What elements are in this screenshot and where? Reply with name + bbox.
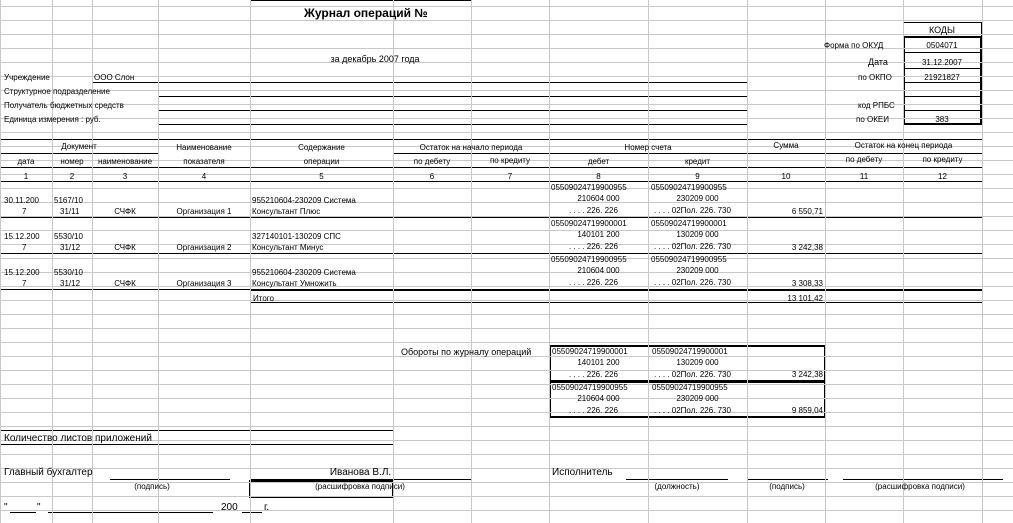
executor-position-caption: (должность) <box>654 482 700 491</box>
total-value: 13 101,42 <box>787 294 823 303</box>
grid-row-line <box>0 328 1013 329</box>
grid-col-line <box>0 0 1 523</box>
hdr-mid2 <box>393 153 982 154</box>
exec-sign-line <box>748 479 828 480</box>
row-content-2: Консультант Умножить <box>252 279 337 288</box>
okei-value: 383 <box>935 115 949 124</box>
okpo-value: 21921827 <box>924 73 960 82</box>
turnover-debit-2: 140101 200 <box>577 358 620 367</box>
col-credit: кредит <box>684 157 711 166</box>
title-line <box>250 0 471 1</box>
period-label: за декабрь 2007 года <box>330 54 420 64</box>
row-debit-1: 05509024719900001 <box>551 219 627 228</box>
turnover-debit-1: 05509024719900955 <box>552 383 628 392</box>
row-number: 5530/10 <box>54 232 83 241</box>
okei-label: по ОКЕИ <box>856 115 889 124</box>
row-debit-3: . . . . 226. 226 <box>569 242 618 251</box>
chief-decoding-caption: (расшифровка подписи) <box>315 482 405 491</box>
col-number-7: 7 <box>507 172 513 181</box>
col-close-balance: Остаток на конец периода <box>854 141 953 150</box>
date-label: Дата <box>868 57 888 67</box>
grid-row-line <box>0 468 1013 469</box>
row-credit-3: . . . . 02Пол. 226. 730 <box>654 278 731 287</box>
recipient-label: Получатель бюджетных средств <box>4 101 124 110</box>
grid-col-line <box>747 0 748 523</box>
turnover-credit-3: . . . . 02Пол. 226. 730 <box>654 406 731 415</box>
col-close-credit: по кредиту <box>922 155 963 164</box>
grid-row-line <box>0 342 1013 343</box>
col-number-6: 6 <box>429 172 435 181</box>
row-credit-2: 130209 000 <box>676 230 719 239</box>
grid-col-line <box>648 0 649 523</box>
row-content-2: Консультант Плюс <box>252 207 321 216</box>
institution-label: Учреждение <box>4 73 50 82</box>
grid-row-line <box>0 300 1013 301</box>
row-debit-2: 140101 200 <box>577 230 620 239</box>
total-label: Итого <box>253 294 274 303</box>
row-number-2: 31/12 <box>60 243 81 252</box>
rpbs-label: код РПБС <box>858 101 895 110</box>
col-open-credit: по кредиту <box>489 156 531 165</box>
total-top <box>250 290 982 291</box>
grid-col-line <box>393 0 394 523</box>
grid-row-line <box>0 132 1013 133</box>
underline-unit <box>158 124 747 125</box>
grid-row-line <box>0 62 1013 63</box>
row-name: СЧФК <box>114 279 136 288</box>
row-credit-1: 05509024719900955 <box>651 255 727 264</box>
row-date-2: 7 <box>22 279 27 288</box>
col-number-2: 2 <box>69 172 75 181</box>
turnover-debit-3: . . . . 226. 226 <box>569 406 618 415</box>
unit-label: Единица измерения : руб. <box>4 115 101 124</box>
grid-row-line <box>0 496 1013 497</box>
date-year-line <box>242 512 262 513</box>
exec-name-line <box>843 479 1003 480</box>
grid-col-line <box>549 0 550 523</box>
grid-row-line <box>0 230 1013 231</box>
grid-row-line <box>0 272 1013 273</box>
row-date: 30.11.200 <box>4 196 39 205</box>
col-sum: Сумма <box>773 141 799 150</box>
col-content-2: операции <box>303 157 340 166</box>
hdr-num-bot <box>0 181 982 182</box>
date-year-prefix: 200 <box>221 502 238 513</box>
col-number-4: 4 <box>201 172 207 181</box>
journal-title: Журнал операций № <box>304 6 428 20</box>
col-name: наименование <box>97 157 153 166</box>
col-indicator: Наименование <box>176 143 232 152</box>
exec-pos-line <box>626 479 728 480</box>
row-number: 5530/10 <box>54 268 83 277</box>
executor-label: Исполнитель <box>552 467 613 478</box>
row3-bot <box>0 289 982 290</box>
col-account-no: Номер счета <box>624 143 672 152</box>
grid-row-line <box>0 6 1013 7</box>
row-number-2: 31/11 <box>60 207 80 216</box>
col-number-12: 12 <box>938 172 947 181</box>
row-content: 327140101-130209 СПС <box>252 232 341 241</box>
date-value: 31.12.2007 <box>921 58 963 67</box>
row-credit-1: 05509024719900955 <box>651 183 727 192</box>
grid-col-line <box>825 0 826 523</box>
turnover-debit-3: . . . . 226. 226 <box>569 370 618 379</box>
row-content: 955210604-230209 Система <box>252 268 356 277</box>
turnover-label: Обороты по журналу операций <box>401 347 532 357</box>
grid-col-line <box>982 0 983 523</box>
row-number-2: 31/12 <box>60 279 81 288</box>
grid-row-line <box>0 258 1013 259</box>
grid-row-line <box>0 202 1013 203</box>
row-debit-1: 05509024719900955 <box>551 255 627 264</box>
grid-row-line <box>0 20 1013 21</box>
grid-row-line <box>0 34 1013 35</box>
col-document: Документ <box>61 142 97 151</box>
underline-division <box>158 96 747 97</box>
row-credit-1: 05509024719900001 <box>651 219 727 228</box>
row-debit-2: 210604 000 <box>577 194 620 203</box>
date-month-line <box>48 512 213 513</box>
row-debit-3: . . . . 226. 226 <box>569 206 618 215</box>
grid-row-line <box>0 314 1013 315</box>
col-open-balance: Остаток на начало периода <box>419 143 523 152</box>
row-content: 955210604-230209 Система <box>252 196 356 205</box>
col-number-9: 9 <box>695 172 700 181</box>
hdr-top <box>0 139 982 140</box>
chief-accountant-label: Главный бухгалтер <box>4 467 93 478</box>
codes-title: КОДЫ <box>928 25 955 35</box>
date-year-suffix: г. <box>264 502 270 513</box>
row-credit-2: 230209 000 <box>676 266 719 275</box>
institution-value: ООО Слон <box>94 73 135 82</box>
grid-row-line <box>0 188 1013 189</box>
col-date: дата <box>17 157 35 166</box>
col-number-10: 10 <box>781 172 791 181</box>
okud-value: 0504071 <box>926 41 958 50</box>
row-date: 15.12.200 <box>4 268 40 277</box>
underline-recipient <box>158 110 747 111</box>
turnover-debit-1: 05509024719900001 <box>552 347 628 356</box>
grid-row-line <box>0 216 1013 217</box>
col-number: номер <box>60 157 84 166</box>
turnover-credit-1: 05509024719900001 <box>652 347 728 356</box>
grid-row-line <box>0 398 1013 399</box>
col-number-1: 1 <box>23 172 29 181</box>
grid-row-line <box>0 412 1013 413</box>
turnover-sum: 9 859,04 <box>791 406 823 415</box>
division-label: Структурное подразделение <box>4 87 110 96</box>
grid-row-line <box>0 90 1013 91</box>
row-sum: 3 308,33 <box>791 279 823 288</box>
turnover-credit-2: 230209 000 <box>676 394 719 403</box>
row-credit-2: 230209 000 <box>676 194 719 203</box>
col-number-5: 5 <box>319 172 324 181</box>
executor-decoding-caption: (расшифровка подписи) <box>875 482 965 491</box>
date-quote-close: " <box>37 502 41 513</box>
row-debit-1: 05509024719900955 <box>551 183 627 192</box>
hdr-mid <box>0 153 158 154</box>
col-open-debit: по дебету <box>413 157 451 166</box>
grid-row-line <box>0 510 1013 511</box>
col-number-3: 3 <box>122 172 128 181</box>
grid-row-line <box>0 454 1013 455</box>
chief-name-line <box>250 479 471 480</box>
hdr-bot <box>0 167 982 168</box>
grid-row-line <box>0 440 1013 441</box>
col-number-11: 11 <box>859 172 869 181</box>
turnover-credit-2: 130209 000 <box>676 358 719 367</box>
chief-sign-line <box>110 479 230 480</box>
row-debit-2: 210604 000 <box>577 266 620 275</box>
turnover-debit-2: 210604 000 <box>577 394 620 403</box>
col-close-debit: по дебету <box>845 155 883 164</box>
row-credit-3: . . . . 02Пол. 226. 730 <box>654 206 731 215</box>
row2-bot <box>0 253 982 254</box>
chief-signature-caption: (подпись) <box>134 482 170 491</box>
row-indicator: Организация 1 <box>176 207 232 216</box>
row-sum: 6 550,71 <box>791 207 823 216</box>
row-debit-3: . . . . 226. 226 <box>569 278 618 287</box>
turnover-credit-1: 05509024719900955 <box>652 383 728 392</box>
row-credit-3: . . . . 02Пол. 226. 730 <box>654 242 731 251</box>
total-bot <box>250 302 982 303</box>
date-quote-open: " <box>4 502 8 513</box>
chief-accountant-name: Иванова В.Л. <box>329 467 392 478</box>
row-date: 15.12.200 <box>4 232 40 241</box>
executor-signature-caption: (подпись) <box>769 482 805 491</box>
grid-col-line <box>471 0 472 523</box>
row-indicator: Организация 3 <box>176 279 232 288</box>
okpo-label: по ОКПО <box>858 73 892 82</box>
turnover-credit-3: . . . . 02Пол. 226. 730 <box>654 370 731 379</box>
okud-label: Форма по ОКУД <box>824 41 884 50</box>
col-number-8: 8 <box>596 172 601 181</box>
col-debit: дебет <box>587 157 610 166</box>
row-date-2: 7 <box>22 243 27 252</box>
turnover-sum: 3 242,38 <box>791 370 823 379</box>
grid-row-line <box>0 426 1013 427</box>
date-day-line <box>10 512 36 513</box>
sheets-count-label: Количество листов приложений <box>4 433 152 444</box>
col-indicator-2: показателя <box>183 157 225 166</box>
row-name: СЧФК <box>114 207 136 216</box>
row-sum: 3 242,38 <box>791 243 823 252</box>
row-date-2: 7 <box>22 207 27 216</box>
row-content-2: Консультант Минус <box>252 243 324 252</box>
grid-col-line <box>250 0 251 523</box>
row-name: СЧФК <box>114 243 136 252</box>
row-indicator: Организация 2 <box>176 243 232 252</box>
grid-col-line <box>158 0 159 523</box>
row-number: 5167/10 <box>54 196 83 205</box>
grid-row-line <box>0 370 1013 371</box>
row1-bot <box>0 217 982 218</box>
grid-row-line <box>0 384 1013 385</box>
col-content: Содержание <box>298 143 345 152</box>
